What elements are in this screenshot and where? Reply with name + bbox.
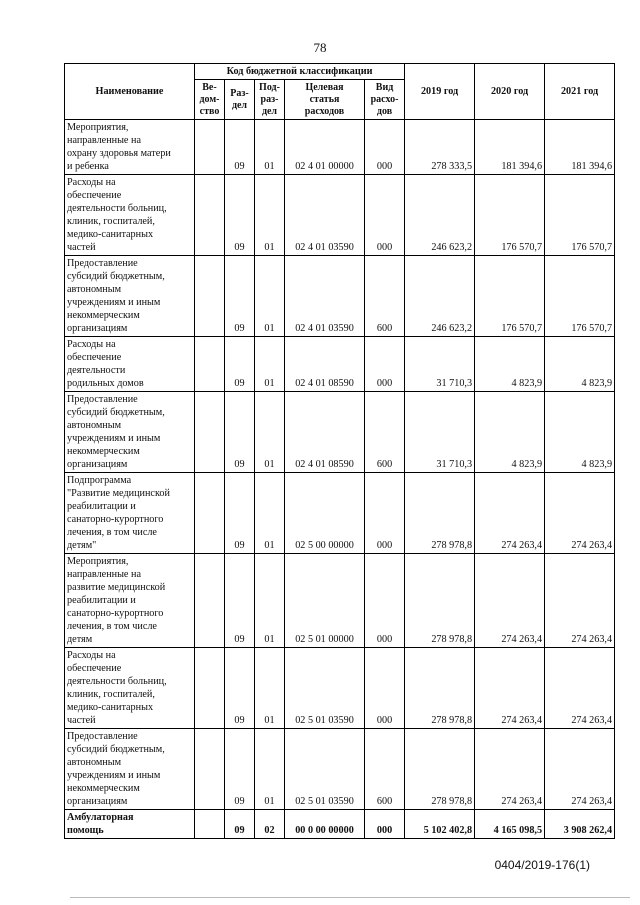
header-name: Наименование xyxy=(65,64,195,120)
table-body xyxy=(65,120,615,839)
table-row xyxy=(65,648,615,729)
cell-vedom xyxy=(195,810,225,839)
header-vid: Вид расхо- дов xyxy=(365,80,405,120)
cell-2021: 274 263,4 xyxy=(545,473,615,554)
cell-vid: 000 xyxy=(365,337,405,392)
cell-vid: 600 xyxy=(365,729,405,810)
cell-razdel: 09 xyxy=(225,392,255,473)
cell-celevaya: 02 4 01 08590 xyxy=(285,337,365,392)
cell-vid: 000 xyxy=(365,554,405,648)
cell-vid: 000 xyxy=(365,810,405,839)
cell-podrazdel: 01 xyxy=(255,120,285,175)
cell-2020: 274 263,4 xyxy=(475,729,545,810)
table-row xyxy=(65,256,615,337)
cell-razdel: 09 xyxy=(225,120,255,175)
cell-2021: 181 394,6 xyxy=(545,120,615,175)
cell-celevaya: 02 5 00 00000 xyxy=(285,473,365,554)
cell-2020: 274 263,4 xyxy=(475,648,545,729)
header-group: Код бюджетной классификации xyxy=(195,64,405,80)
table-row xyxy=(65,337,615,392)
cell-celevaya: 02 4 01 03590 xyxy=(285,256,365,337)
cell-2020: 274 263,4 xyxy=(475,554,545,648)
cell-2020: 274 263,4 xyxy=(475,473,545,554)
cell-podrazdel: 02 xyxy=(255,810,285,839)
cell-name: Мероприятия, направленные на охрану здоровья матери и ребенка xyxy=(65,120,195,175)
cell-razdel: 09 xyxy=(225,810,255,839)
table-row xyxy=(65,120,615,175)
cell-vid: 000 xyxy=(365,473,405,554)
cell-vedom xyxy=(195,648,225,729)
cell-2019: 278 978,8 xyxy=(405,554,475,648)
cell-podrazdel: 01 xyxy=(255,337,285,392)
header-2020: 2020 год xyxy=(475,64,545,120)
cell-name: Расходы на обеспечение деятельности больниц, клиник, госпиталей, медико-санитарных частей xyxy=(65,648,195,729)
cell-2020: 176 570,7 xyxy=(475,175,545,256)
cell-2020: 4 823,9 xyxy=(475,392,545,473)
cell-name: Предоставление субсидий бюджетным, автономным учреждениям и иным некоммерческим организациям xyxy=(65,256,195,337)
cell-name: Подпрограмма "Развитие медицинской реабилитации и санаторно-курортного лечения, в том числе детям" xyxy=(65,473,195,554)
header-2019: 2019 год xyxy=(405,64,475,120)
cell-2021: 4 823,9 xyxy=(545,392,615,473)
cell-2019: 246 623,2 xyxy=(405,256,475,337)
cell-celevaya: 02 5 01 03590 xyxy=(285,729,365,810)
header-2021: 2021 год xyxy=(545,64,615,120)
cell-2021: 3 908 262,4 xyxy=(545,810,615,839)
cell-2021: 176 570,7 xyxy=(545,175,615,256)
cell-vid: 000 xyxy=(365,120,405,175)
cell-vedom xyxy=(195,473,225,554)
cell-podrazdel: 01 xyxy=(255,175,285,256)
cell-name: Предоставление субсидий бюджетным, автономным учреждениям и иным некоммерческим организациям xyxy=(65,392,195,473)
budget-table xyxy=(64,63,615,839)
cell-2019: 278 978,8 xyxy=(405,729,475,810)
cell-vid: 000 xyxy=(365,648,405,729)
cell-2019: 31 710,3 xyxy=(405,392,475,473)
cell-2019: 278 333,5 xyxy=(405,120,475,175)
cell-2019: 246 623,2 xyxy=(405,175,475,256)
cell-2021: 4 823,9 xyxy=(545,337,615,392)
cell-2020: 4 165 098,5 xyxy=(475,810,545,839)
cell-2020: 4 823,9 xyxy=(475,337,545,392)
cell-name: Расходы на обеспечение деятельности родильных домов xyxy=(65,337,195,392)
cell-celevaya: 02 4 01 08590 xyxy=(285,392,365,473)
cell-vedom xyxy=(195,554,225,648)
cell-2020: 181 394,6 xyxy=(475,120,545,175)
cell-vedom xyxy=(195,256,225,337)
cell-2021: 274 263,4 xyxy=(545,648,615,729)
cell-podrazdel: 01 xyxy=(255,648,285,729)
scan-edge-line xyxy=(70,897,630,898)
cell-vedom xyxy=(195,337,225,392)
cell-podrazdel: 01 xyxy=(255,729,285,810)
cell-razdel: 09 xyxy=(225,473,255,554)
cell-podrazdel: 01 xyxy=(255,473,285,554)
cell-2019: 5 102 402,8 xyxy=(405,810,475,839)
cell-razdel: 09 xyxy=(225,256,255,337)
cell-celevaya: 02 5 01 03590 xyxy=(285,648,365,729)
cell-vedom xyxy=(195,120,225,175)
cell-2019: 278 978,8 xyxy=(405,473,475,554)
cell-razdel: 09 xyxy=(225,175,255,256)
cell-razdel: 09 xyxy=(225,729,255,810)
cell-celevaya: 02 4 01 00000 xyxy=(285,120,365,175)
cell-2021: 274 263,4 xyxy=(545,554,615,648)
cell-vedom xyxy=(195,392,225,473)
cell-razdel: 09 xyxy=(225,337,255,392)
cell-2020: 176 570,7 xyxy=(475,256,545,337)
page-number: 78 xyxy=(313,40,327,55)
cell-celevaya: 00 0 00 00000 xyxy=(285,810,365,839)
header-podrazdel: Под- раз- дел xyxy=(255,80,285,120)
table-row xyxy=(65,729,615,810)
cell-2019: 31 710,3 xyxy=(405,337,475,392)
header-razdel: Раз- дел xyxy=(225,80,255,120)
cell-razdel: 09 xyxy=(225,554,255,648)
cell-name: Расходы на обеспечение деятельности больниц, клиник, госпиталей, медико-санитарных частей xyxy=(65,175,195,256)
table-row xyxy=(65,810,615,839)
cell-podrazdel: 01 xyxy=(255,392,285,473)
cell-vedom xyxy=(195,175,225,256)
cell-celevaya: 02 4 01 03590 xyxy=(285,175,365,256)
cell-podrazdel: 01 xyxy=(255,256,285,337)
cell-2019: 278 978,8 xyxy=(405,648,475,729)
cell-razdel: 09 xyxy=(225,648,255,729)
header-vedom: Ве- дом- ство xyxy=(195,80,225,120)
document-code: 0404/2019-176(1) xyxy=(494,858,590,872)
cell-name: Предоставление субсидий бюджетным, автономным учреждениям и иным некоммерческим организациям xyxy=(65,729,195,810)
table-row xyxy=(65,554,615,648)
cell-celevaya: 02 5 01 00000 xyxy=(285,554,365,648)
cell-vid: 600 xyxy=(365,392,405,473)
table-row xyxy=(65,392,615,473)
cell-vid: 600 xyxy=(365,256,405,337)
cell-2021: 274 263,4 xyxy=(545,729,615,810)
cell-name: Амбулаторная помощь xyxy=(65,810,195,839)
cell-name: Мероприятия, направленные на развитие медицинской реабилитации и санаторно-курортного лечения, в том числе детям xyxy=(65,554,195,648)
table-row xyxy=(65,175,615,256)
cell-vid: 000 xyxy=(365,175,405,256)
table-row xyxy=(65,473,615,554)
cell-podrazdel: 01 xyxy=(255,554,285,648)
cell-vedom xyxy=(195,729,225,810)
header-celevaya: Целевая статья расходов xyxy=(285,80,365,120)
cell-2021: 176 570,7 xyxy=(545,256,615,337)
